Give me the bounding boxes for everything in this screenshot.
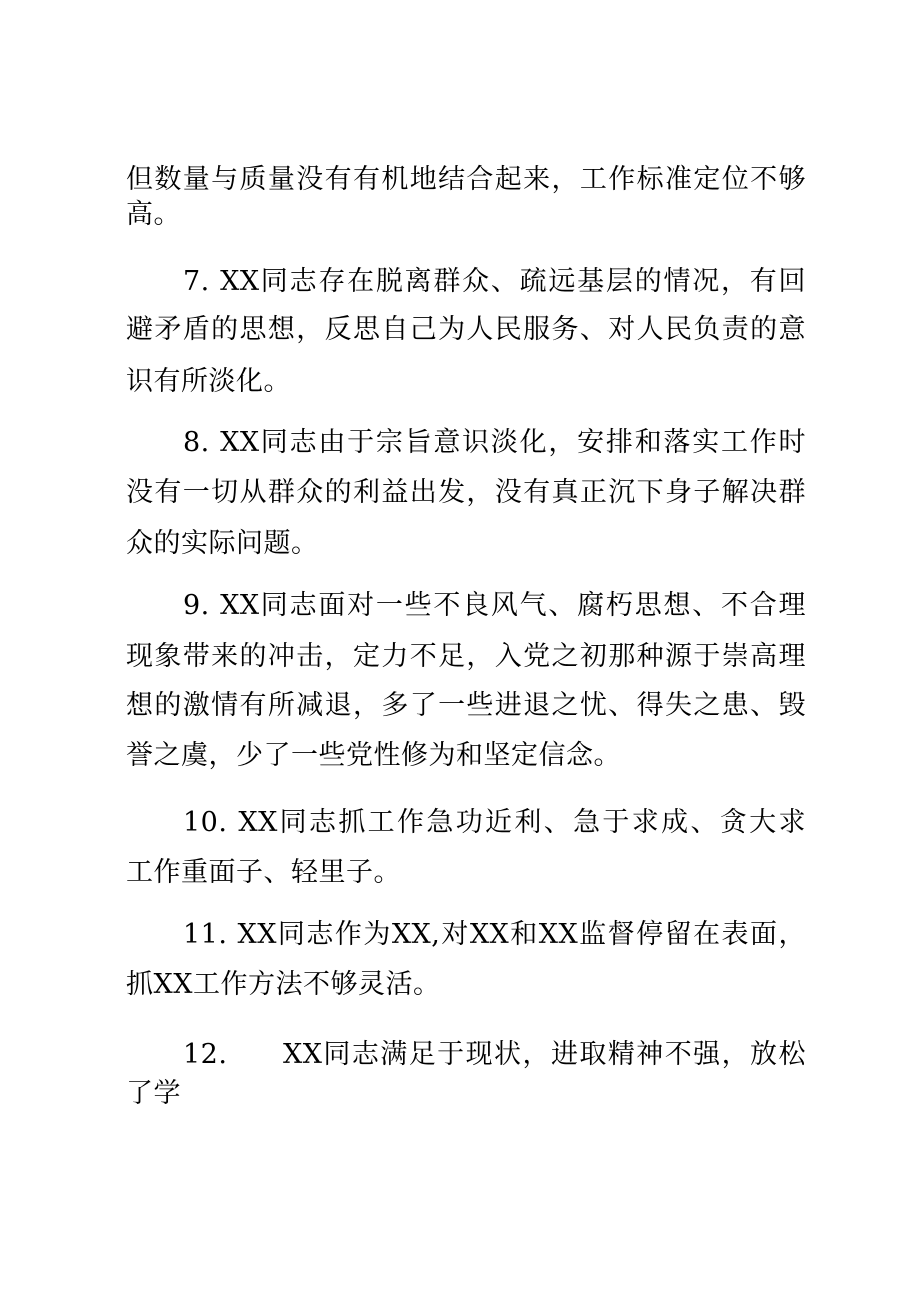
paragraph-number: 12. <box>183 1039 228 1070</box>
paragraph-line: 誉之虞，少了一些党性修为和坚定信念。 <box>126 740 621 771</box>
paragraph-line: 11. XX同志作为XX,对XX和XX监督停留在表面， <box>183 919 806 950</box>
paragraph-line: 避矛盾的思想，反思自己为人民服务、对人民负责的意 <box>126 314 806 345</box>
paragraph-line: XX同志满足于现状，进取精神不强，放松 <box>283 1039 806 1070</box>
paragraph-line: 7. XX同志存在脱离群众、疏远基层的情况，有回 <box>183 266 806 297</box>
paragraph-line: 了学 <box>126 1078 181 1109</box>
paragraph-line: 没有一切从群众的利益出发，没有真正沉下身子解决群 <box>126 477 806 508</box>
paragraph-line: 10. XX同志抓工作急功近利、急于求成、贪大求 <box>183 807 806 838</box>
paragraph-line: 想的激情有所减退，多了一些进退之忧、得失之患、毁 <box>126 690 806 721</box>
paragraph-line: 众的实际问题。 <box>126 528 319 559</box>
paragraph-line: 抓XX工作方法不够灵活。 <box>126 969 441 1000</box>
paragraph-line: 工作重面子、轻里子。 <box>126 857 401 888</box>
paragraph-line: 8. XX同志由于宗旨意识淡化，安排和落实工作时 <box>183 427 806 458</box>
paragraph-line: 9. XX同志面对一些不良风气、腐朽思想、不合理 <box>183 590 806 621</box>
paragraph-line: 高。 <box>126 199 181 230</box>
paragraph-line: 现象带来的冲击，定力不足，入党之初那种源于崇高理 <box>126 641 806 672</box>
paragraph-line: 识有所淡化。 <box>126 366 291 397</box>
paragraph-line: 但数量与质量没有有机地结合起来，工作标准定位不够 <box>126 164 806 195</box>
